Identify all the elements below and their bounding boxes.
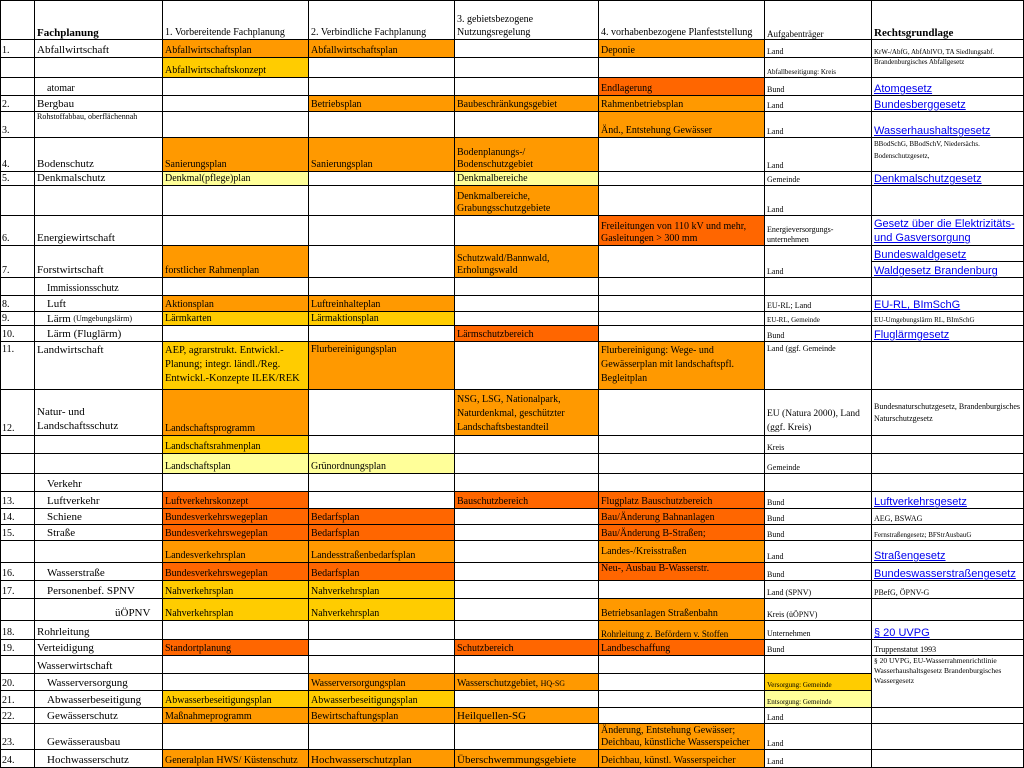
cell-col3-main: Wasserschutzgebiet, — [457, 678, 539, 689]
cell-col4 — [599, 674, 765, 691]
cell-traeger: Bund — [765, 78, 872, 96]
row-name: Lärm (Fluglärm) — [35, 326, 163, 342]
cell-traeger: Land — [765, 724, 872, 750]
cell-col3: Bauschutzbereich — [455, 492, 599, 509]
row-number: 23. — [0, 724, 35, 750]
row-name: atomar — [35, 78, 163, 96]
cell-recht-link[interactable]: Straßengesetz — [872, 541, 1024, 563]
row-name: Hochwasserschutz — [35, 750, 163, 768]
row-number: 12. — [0, 390, 35, 436]
cell-col2 — [309, 656, 455, 674]
cell-col2 — [309, 390, 455, 436]
cell-col1: Luftverkehrskonzept — [163, 492, 309, 509]
cell-col3 — [455, 312, 599, 326]
cell-col1: Landschaftsprogramm — [163, 390, 309, 436]
cell-recht-link[interactable]: Bundesberggesetz — [872, 96, 1024, 112]
cell-col3 — [455, 541, 599, 563]
cell-col3 — [455, 78, 599, 96]
cell-col3 — [455, 216, 599, 246]
cell-col4 — [599, 278, 765, 296]
cell-recht — [872, 342, 1024, 390]
cell-col3 — [455, 278, 599, 296]
cell-col4: Flurbereinigung: Wege- und Gewässerplan mit landschaftspfl. Begleitplan — [599, 342, 765, 390]
row-name: Schiene — [35, 509, 163, 525]
cell-traeger: Bund — [765, 492, 872, 509]
header-fachplanung: Fachplanung — [35, 0, 163, 40]
row-name: Bodenschutz — [35, 138, 163, 172]
cell-col4 — [599, 656, 765, 674]
cell-col3 — [455, 621, 599, 640]
cell-col1: Bundesverkehrswegeplan — [163, 563, 309, 581]
cell-col4: Deponie — [599, 40, 765, 58]
row-number — [0, 186, 35, 216]
cell-col2: Bewirtschaftungsplan — [309, 708, 455, 724]
row-name: Abwasserbeseitigung — [35, 691, 163, 708]
cell-col4: Flugplatz Bauschutzbereich — [599, 492, 765, 509]
cell-col1: Maßnahmeprogramm — [163, 708, 309, 724]
cell-recht: AEG, BSWAG — [872, 509, 1024, 525]
cell-recht — [872, 724, 1024, 750]
cell-col2: Betriebsplan — [309, 96, 455, 112]
row-name: Verkehr — [35, 474, 163, 492]
cell-col2: Landesstraßenbedarfsplan — [309, 541, 455, 563]
row-name: Wasserstraße — [35, 563, 163, 581]
cell-traeger: EU (Natura 2000), Land (ggf. Kreis) — [765, 390, 872, 436]
cell-traeger: Kreis — [765, 436, 872, 454]
cell-col2: Flurbereinigungsplan — [309, 342, 455, 390]
cell-recht: § 20 UVPG, EU-Wasserrahmenrichtlinie Wasserhaushaltsgesetz Brandenburgisches Wassergesetz — [872, 656, 1024, 708]
cell-col3: Lärmschutzbereich — [455, 326, 599, 342]
cell-col3-suffix: HQ-SG — [540, 679, 566, 688]
row-number — [0, 436, 35, 454]
cell-col1 — [163, 474, 309, 492]
cell-col4 — [599, 246, 765, 278]
cell-recht: Brandenburgisches Abfallgesetz — [872, 58, 1024, 78]
row-number — [0, 541, 35, 563]
row-name: üÖPNV — [35, 599, 163, 621]
cell-col4 — [599, 138, 765, 172]
row-name: Gewässerschutz — [35, 708, 163, 724]
cell-traeger: Land — [765, 40, 872, 58]
row-number — [0, 656, 35, 674]
cell-traeger: Land — [765, 541, 872, 563]
cell-col3 — [455, 581, 599, 599]
cell-traeger: EU-RL, Gemeinde — [765, 312, 872, 326]
cell-col1 — [163, 326, 309, 342]
cell-recht-link[interactable]: Atomgesetz — [872, 78, 1024, 96]
cell-recht — [872, 708, 1024, 724]
cell-col1: Abwasserbeseitigungsplan — [163, 691, 309, 708]
cell-col4: Betriebsanlagen Straßenbahn — [599, 599, 765, 621]
row-name: Personenbef. SPNV — [35, 581, 163, 599]
row-name: Immissionsschutz — [35, 278, 163, 296]
cell-recht: Truppenstatut 1993 — [872, 640, 1024, 656]
cell-traeger: Land (ggf. Gemeinde — [765, 342, 872, 390]
cell-traeger: Bund — [765, 509, 872, 525]
row-number: 8. — [0, 296, 35, 312]
cell-col2 — [309, 112, 455, 138]
cell-col3 — [455, 474, 599, 492]
cell-col4 — [599, 390, 765, 436]
row-number: 15. — [0, 525, 35, 541]
header-recht: Rechtsgrundlage — [872, 0, 1024, 40]
header-traeger: Aufgabenträger — [765, 0, 872, 40]
cell-col3 — [455, 454, 599, 474]
cell-col1 — [163, 112, 309, 138]
cell-traeger: Gemeinde — [765, 172, 872, 186]
cell-col4 — [599, 708, 765, 724]
cell-recht-link[interactable]: § 20 UVPG — [872, 621, 1024, 640]
cell-recht: Bundesnaturschutzgesetz, Brandenburgisches Naturschutzgesetz — [872, 390, 1024, 436]
cell-col3: Bodenplanungs-/ Bodenschutzgebiet — [455, 138, 599, 172]
cell-col1: Landschaftsplan — [163, 454, 309, 474]
cell-col1: Lärmkarten — [163, 312, 309, 326]
cell-traeger: EU-RL; Land — [765, 296, 872, 312]
cell-traeger — [765, 656, 872, 674]
cell-col2 — [309, 640, 455, 656]
cell-col2: Abfallwirtschaftsplan — [309, 40, 455, 58]
cell-col2: Bedarfsplan — [309, 525, 455, 541]
cell-col1: Generalplan HWS/ Küstenschutz — [163, 750, 309, 768]
cell-traeger: Bund — [765, 640, 872, 656]
cell-recht: PBefG, ÖPNV-G — [872, 581, 1024, 599]
cell-traeger — [765, 278, 872, 296]
row-number: 2. — [0, 96, 35, 112]
cell-col2: Abwasserbeseitigungsplan — [309, 691, 455, 708]
row-number: 4. — [0, 138, 35, 172]
cell-col2 — [309, 436, 455, 454]
cell-recht — [872, 454, 1024, 474]
cell-col4: Endlagerung — [599, 78, 765, 96]
cell-col2 — [309, 58, 455, 78]
row-number: 18. — [0, 621, 35, 640]
row-name: Denkmalschutz — [35, 172, 163, 186]
cell-recht: EU-Umgebungslärm RL, BImSchG — [872, 312, 1024, 326]
cell-col4 — [599, 691, 765, 708]
row-number: 24. — [0, 750, 35, 768]
cell-col4 — [599, 296, 765, 312]
cell-col4: Rahmenbetriebsplan — [599, 96, 765, 112]
cell-col4 — [599, 454, 765, 474]
cell-col4 — [599, 58, 765, 78]
cell-traeger: Energieversorgungs-unternehmen — [765, 216, 872, 246]
row-number — [0, 454, 35, 474]
cell-traeger: Land (SPNV) — [765, 581, 872, 599]
cell-traeger: Bund — [765, 563, 872, 581]
row-name: Luft — [35, 296, 163, 312]
row-number: 1. — [0, 40, 35, 58]
cell-col2 — [309, 246, 455, 278]
cell-col4: Bau/Änderung Bahnanlagen — [599, 509, 765, 525]
cell-col3: NSG, LSG, Nationalpark, Naturdenkmal, geschützter Landschaftsbestandteil — [455, 390, 599, 436]
cell-recht — [872, 186, 1024, 216]
row-number: 5. — [0, 172, 35, 186]
row-name: Forstwirtschaft — [35, 246, 163, 278]
cell-col1: Landschaftsrahmenplan — [163, 436, 309, 454]
cell-col1 — [163, 96, 309, 112]
cell-col2: Luftreinhalteplan — [309, 296, 455, 312]
row-number: 17. — [0, 581, 35, 599]
cell-col3 — [455, 563, 599, 581]
row-number — [0, 474, 35, 492]
cell-col1: Standortplanung — [163, 640, 309, 656]
cell-col1 — [163, 78, 309, 96]
cell-traeger: Kreis (üÖPNV) — [765, 599, 872, 621]
cell-traeger: Gemeinde — [765, 454, 872, 474]
cell-recht: KrW-/AbfG, AbfAblVO, TA Siedlungsabf. — [872, 40, 1024, 58]
row-name: Landwirtschaft — [35, 342, 163, 390]
row-number — [0, 58, 35, 78]
row-number: 22. — [0, 708, 35, 724]
cell-col4 — [599, 474, 765, 492]
cell-col3: Baubeschränkungsgebiet — [455, 96, 599, 112]
cell-recht — [872, 278, 1024, 296]
cell-col1: Abfallwirtschaftsplan — [163, 40, 309, 58]
cell-col3 — [455, 40, 599, 58]
cell-col1: Bundesverkehrswegeplan — [163, 525, 309, 541]
cell-col4: Rohrleitung z. Befördern v. Stoffen — [599, 621, 765, 640]
row-name: Natur- und Landschaftsschutz — [35, 390, 163, 436]
cell-col1 — [163, 724, 309, 750]
row-number: 6. — [0, 216, 35, 246]
cell-col4: Freileitungen von 110 kV und mehr, Gasleitungen > 300 mm — [599, 216, 765, 246]
cell-col4: Änd., Entstehung Gewässer — [599, 112, 765, 138]
row-number: 3. — [0, 112, 35, 138]
row-number — [0, 599, 35, 621]
row-name — [35, 436, 163, 454]
cell-col1 — [163, 674, 309, 691]
cell-col2: Bedarfsplan — [309, 563, 455, 581]
cell-recht — [872, 474, 1024, 492]
cell-traeger: Versorgung: Gemeinde — [765, 674, 872, 691]
cell-recht-link[interactable]: Luftverkehrsgesetz — [872, 492, 1024, 509]
cell-recht-link[interactable]: Bundeswasserstraßengesetz — [872, 563, 1024, 581]
cell-col4: Deichbau, künstl. Wasserspeicher — [599, 750, 765, 768]
cell-col4 — [599, 436, 765, 454]
cell-traeger: Entsorgung: Gemeinde — [765, 691, 872, 708]
cell-col1: Abfallwirtschaftskonzept — [163, 58, 309, 78]
cell-col1: Nahverkehrsplan — [163, 599, 309, 621]
cell-recht-link[interactable]: Waldgesetz Brandenburg — [872, 262, 1024, 278]
row-name: Abfallwirtschaft — [35, 40, 163, 58]
row-number: 10. — [0, 326, 35, 342]
cell-col1: Bundesverkehrswegeplan — [163, 509, 309, 525]
row-name-main: Lärm — [47, 313, 71, 325]
cell-col3 — [455, 724, 599, 750]
cell-traeger: Bund — [765, 525, 872, 541]
row-name — [35, 454, 163, 474]
cell-recht — [872, 750, 1024, 768]
row-name — [35, 312, 163, 326]
cell-col2: Hochwasserschutzplan — [309, 750, 455, 768]
cell-col3: Überschwemmungsgebiete — [455, 750, 599, 768]
row-number: 16. — [0, 563, 35, 581]
cell-recht-link[interactable]: Fluglärmgesetz — [872, 326, 1024, 342]
cell-recht-link[interactable]: EU-RL, BImSchG — [872, 296, 1024, 312]
cell-col1: Denkmal(pflege)plan — [163, 172, 309, 186]
cell-col2 — [309, 78, 455, 96]
cell-col2: Wasserversorgungsplan — [309, 674, 455, 691]
cell-col3 — [455, 436, 599, 454]
cell-traeger: Land — [765, 112, 872, 138]
cell-col4: Bau/Änderung B-Straßen; — [599, 525, 765, 541]
cell-col3 — [455, 342, 599, 390]
cell-recht — [872, 599, 1024, 621]
cell-recht-link[interactable]: Bundeswaldgesetz — [872, 246, 1024, 262]
cell-col2: Grünordnungsplan — [309, 454, 455, 474]
cell-col1 — [163, 278, 309, 296]
cell-col3 — [455, 112, 599, 138]
cell-recht-link[interactable]: Denkmalschutzgesetz — [872, 172, 1024, 186]
cell-col1: Landesverkehrsplan — [163, 541, 309, 563]
cell-col2: Sanierungsplan — [309, 138, 455, 172]
row-name — [35, 186, 163, 216]
cell-traeger: Land — [765, 138, 872, 172]
cell-col2: Nahverkehrsplan — [309, 599, 455, 621]
cell-col3: Denkmalbereiche, Grabungsschutzgebiete — [455, 186, 599, 216]
cell-col2 — [309, 216, 455, 246]
row-name — [35, 541, 163, 563]
row-number: 20. — [0, 674, 35, 691]
cell-col3 — [455, 58, 599, 78]
cell-col4: Landes-/Kreisstraßen — [599, 541, 765, 563]
row-number: 11. — [0, 342, 35, 390]
row-number: 7. — [0, 246, 35, 278]
cell-col3 — [455, 656, 599, 674]
cell-traeger: Land — [765, 96, 872, 112]
cell-col4 — [599, 581, 765, 599]
row-number: 19. — [0, 640, 35, 656]
row-name: Verteidigung — [35, 640, 163, 656]
cell-traeger: Land — [765, 186, 872, 216]
cell-col1: AEP, agrarstrukt. Entwickl.-Planung; integr. ländl./Reg. Entwickl.-Konzepte ILEK/REK — [163, 342, 309, 390]
row-number — [0, 78, 35, 96]
cell-col1 — [163, 656, 309, 674]
cell-col4 — [599, 186, 765, 216]
cell-recht-link[interactable]: Gesetz über die Elektrizitäts- und Gasversorgung — [872, 216, 1024, 246]
row-name-suffix: (Umgebungslärm) — [73, 314, 132, 323]
row-name: Rohstoffabbau, oberflächennah — [35, 112, 163, 138]
cell-col1: Sanierungsplan — [163, 138, 309, 172]
cell-col2 — [309, 172, 455, 186]
cell-traeger: Land — [765, 750, 872, 768]
cell-col3 — [455, 691, 599, 708]
row-name: Luftverkehr — [35, 492, 163, 509]
cell-col2 — [309, 724, 455, 750]
row-name: Bergbau — [35, 96, 163, 112]
row-number — [0, 278, 35, 296]
cell-col3: Schutzbereich — [455, 640, 599, 656]
cell-col1: forstlicher Rahmenplan — [163, 246, 309, 278]
cell-col3 — [455, 296, 599, 312]
cell-col1: Aktionsplan — [163, 296, 309, 312]
cell-col3: Schutzwald/Bannwald, Erholungswald — [455, 246, 599, 278]
cell-col4: Landbeschaffung — [599, 640, 765, 656]
cell-col2: Bedarfsplan — [309, 509, 455, 525]
header-col4: 4. vorhabenbezogene Planfeststellung — [599, 0, 765, 40]
cell-col4: Neu-, Ausbau B-Wasserstr. — [599, 563, 765, 581]
cell-col2 — [309, 186, 455, 216]
row-name — [35, 58, 163, 78]
cell-col1: Nahverkehrsplan — [163, 581, 309, 599]
cell-col2 — [309, 621, 455, 640]
row-name: Wasserversorgung — [35, 674, 163, 691]
cell-traeger: Abfallbeseitigung: Kreis — [765, 58, 872, 78]
cell-col4 — [599, 172, 765, 186]
cell-recht: BBodSchG, BBodSchV, Niedersächs. Bodenschutzgesetz, — [872, 138, 1024, 172]
row-name: Straße — [35, 525, 163, 541]
cell-recht-link[interactable]: Wasserhaushaltsgesetz — [872, 112, 1024, 138]
header-col3: 3. gebietsbezogene Nutzungsregelung — [455, 0, 599, 40]
cell-col3: Denkmalbereiche — [455, 172, 599, 186]
cell-col3 — [455, 525, 599, 541]
row-name: Energiewirtschaft — [35, 216, 163, 246]
row-name: Wasserwirtschaft — [35, 656, 163, 674]
cell-col4 — [599, 326, 765, 342]
cell-traeger: Land — [765, 246, 872, 278]
cell-col3 — [455, 509, 599, 525]
cell-col4: Änderung, Entstehung Gewässer; Deichbau, künstliche Wasserspeicher — [599, 724, 765, 750]
cell-col3 — [455, 674, 599, 691]
cell-col4 — [599, 312, 765, 326]
cell-recht: Fernstraßengesetz; BFStrAusbauG — [872, 525, 1024, 541]
cell-col2 — [309, 474, 455, 492]
row-name: Gewässerausbau — [35, 724, 163, 750]
cell-traeger: Land — [765, 708, 872, 724]
row-name: Rohrleitung — [35, 621, 163, 640]
cell-traeger — [765, 474, 872, 492]
cell-traeger: Bund — [765, 326, 872, 342]
cell-recht — [872, 436, 1024, 454]
row-number: 21. — [0, 691, 35, 708]
cell-col1 — [163, 186, 309, 216]
cell-col2: Nahverkehrsplan — [309, 581, 455, 599]
header-col1: 1. Vorbereitende Fachplanung — [163, 0, 309, 40]
cell-traeger: Unternehmen — [765, 621, 872, 640]
cell-col2 — [309, 326, 455, 342]
cell-col3 — [455, 599, 599, 621]
cell-col2 — [309, 492, 455, 509]
row-number: 13. — [0, 492, 35, 509]
row-number: 14. — [0, 509, 35, 525]
cell-col1 — [163, 216, 309, 246]
cell-col2: Lärmaktionsplan — [309, 312, 455, 326]
header-no-cell — [0, 0, 35, 40]
cell-col2 — [309, 278, 455, 296]
cell-col1 — [163, 621, 309, 640]
cell-col3: Heilquellen-SG — [455, 708, 599, 724]
header-col2: 2. Verbindliche Fachplanung — [309, 0, 455, 40]
row-number: 9. — [0, 312, 35, 326]
